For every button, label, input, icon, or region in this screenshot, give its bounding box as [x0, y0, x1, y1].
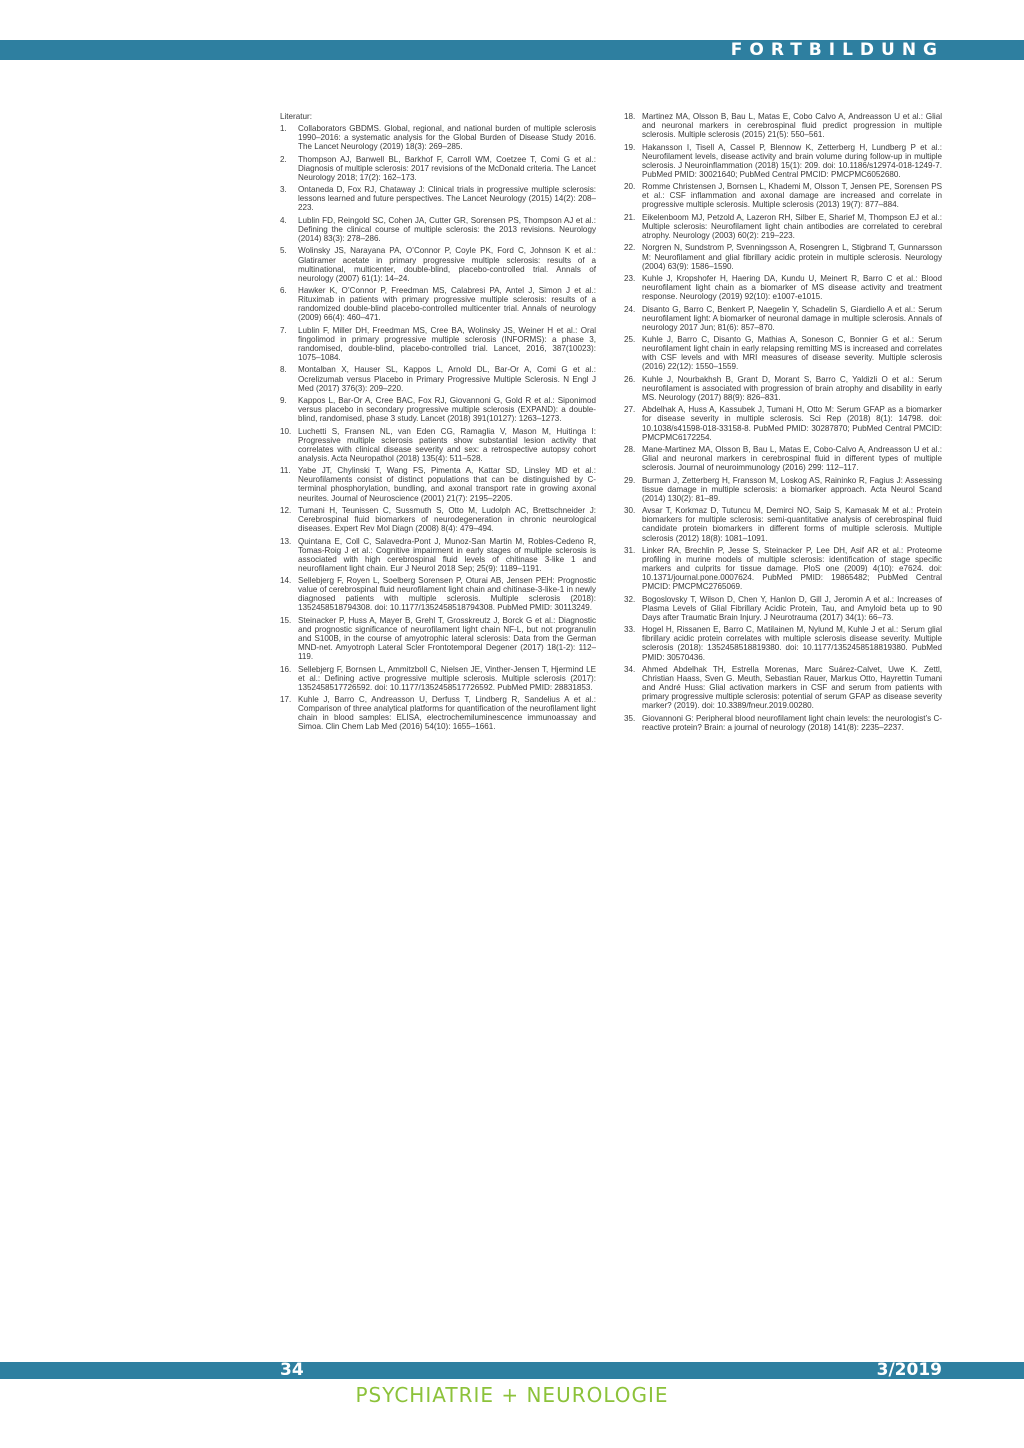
reference-text: Hawker K, O’Connor P, Freedman MS, Calabresi PA, Antel J, Simon J et al.: Rituximab in patients with primary progressive multiple sclerosis: results of a randomized double-blind placebo-controlled multicenter trial. Annals of neurology (2009) 66(4): 460–471. — [298, 286, 596, 323]
reference-item — [624, 182, 942, 209]
reference-number: 20. — [624, 182, 636, 192]
reference-number: 12. — [280, 505, 292, 515]
reference-item — [280, 216, 596, 243]
reference-item — [280, 185, 596, 212]
reference-text: Hogel H, Rissanen E, Barro C, Matilainen M, Nylund M, Kuhle J et al.: Serum glial fibrillary acidic protein correlates with multiple sclerosis disease severity. Multiple sclerosis (2018): 1352458518819380. doi: 10.1177/1352458518819380. PubMed PMID: 30570436. — [642, 625, 942, 662]
reference-item — [624, 405, 942, 441]
reference-text: Giovannoni G: Peripheral blood neurofilament light chain levels: the neurologist’s C-reactive protein? Brain: a journal of neurology (2018) 141(8): 2235–2237. — [642, 713, 942, 732]
reference-number: 13. — [280, 536, 292, 546]
reference-text: Wolinsky JS, Narayana PA, O’Connor P, Coyle PK, Ford C, Johnson K et al.: Glatiramer acetate in primary progressive multiple sclerosis: results of a multinational, multicenter, double-blind, placebo-controlled trial. Annals of neurology (2007) 61(1): 14–24. — [298, 246, 596, 283]
reference-text: Ahmed Abdelhak TH, Estrella Morenas, Marc Suárez-Calvet, Uwe K. Zettl, Christian Haass, Sven G. Meuth, Sebastian Rauer, Markus Otto, Hayrettin Tumani and André Huss: Glial activation markers in CSF and serum from patients with primary progressive multiple sclerosis: potential of serum GFAP as disease severity marker? (2019). doi: 10.3389/fneur.2019.00280. — [642, 664, 942, 711]
reference-item — [624, 476, 942, 503]
reference-text: Avsar T, Korkmaz D, Tutuncu M, Demirci NO, Saip S, Kamasak M et al.: Protein biomarkers for multiple sclerosis: semi-quantitative analysis of cerebrospinal fluid candidate protein biomarkers in different forms of multiple sclerosis. Multiple sclerosis (2012) 18(8): 1081–1091. — [642, 506, 942, 543]
reference-number: 22. — [624, 243, 636, 253]
reference-item — [624, 143, 942, 179]
reference-text: Ontaneda D, Fox RJ, Chataway J: Clinical trials in progressive multiple sclerosis: lessons learned and future perspectives. The Lancet Neurology (2015) 14(2): 208–223. — [298, 185, 596, 213]
reference-number: 23. — [624, 273, 636, 283]
reference-item — [280, 616, 596, 661]
reference-item — [624, 375, 942, 402]
reference-item — [624, 112, 942, 139]
reference-text: Tumani H, Teunissen C, Sussmuth S, Otto M, Ludolph AC, Brettschneider J: Cerebrospinal fluid biomarkers of neurodegeneration in chronic neurological diseases. Expert Rev Mol Diagn (2008) 8(4): 479–494. — [298, 505, 596, 534]
reference-number: 10. — [280, 426, 292, 436]
reference-number: 2. — [280, 154, 287, 164]
reference-item — [280, 365, 596, 392]
reference-text: Linker RA, Brechlin P, Jesse S, Steinacker P, Lee DH, Asif AR et al.: Proteome profiling in murine models of multiple sclerosis: identification of stage specific markers and culprits for tissue damage. PloS one (2009) 4(10): e7624. doi: 10.1371/journal.pone.0007624. PubMed PMID: 19865482; PubMed Central PMCID: PMCPMC2765069. — [642, 545, 942, 592]
reference-item — [280, 396, 596, 423]
reference-number: 7. — [280, 325, 287, 335]
reference-number: 33. — [624, 625, 636, 635]
references-column-left — [280, 112, 596, 735]
reference-number: 30. — [624, 506, 636, 516]
reference-item — [624, 665, 942, 710]
reference-item — [280, 155, 596, 182]
reference-text: Quintana E, Coll C, Salavedra-Pont J, Munoz-San Martin M, Robles-Cedeno R, Tomas-Roig J et al.: Cognitive impairment in early stages of multiple sclerosis is associated with high cerebrospinal fluid levels of chitinase 3-like 1 and neurofilament light chain. Eur J Neurol 2018 Sep; 25(9): 1189–1191. — [298, 536, 596, 573]
reference-item — [624, 274, 942, 301]
reference-text: Collaborators GBDMS. Global, regional, and national burden of multiple sclerosis 1990–2016: a systematic analysis for the Global Burden of Disease Study 2016. The Lancet Neurology (2019) 18(3): 269–285. — [298, 124, 596, 152]
reference-number: 35. — [624, 713, 636, 723]
reference-list-right — [624, 112, 942, 732]
reference-item — [280, 286, 596, 322]
reference-item — [624, 546, 942, 591]
reference-number: 27. — [624, 405, 636, 415]
reference-text: Bogoslovsky T, Wilson D, Chen Y, Hanlon D, Gill J, Jeromin A et al.: Increases of Plasma Levels of Glial Fibrillary Acidic Protein, Tau, and Amyloid beta up to 90 Days after Traumatic Brain Injury. J Neurotrauma (2017) 34(1): 66–73. — [642, 594, 942, 622]
reference-text: Disanto G, Barro C, Benkert P, Naegelin Y, Schadelin S, Giardiello A et al.: Serum neurofilament light: A biomarker of neuronal damage in multiple sclerosis. Annals of neurology 2017 Jun; 81(6): 857–870. — [642, 304, 942, 332]
issue-number: 3/2019 — [876, 1360, 942, 1380]
reference-text: Martinez MA, Olsson B, Bau L, Matas E, Cobo Calvo A, Andreasson U et al.: Glial and neuronal markers in cerebrospinal fluid predict progression in multiple sclerosis. Multiple sclerosis (2015) 21(5): 550–561. — [642, 112, 942, 140]
reference-text: Hakansson I, Tisell A, Cassel P, Blennow K, Zetterberg H, Lundberg P et al.: Neurofilament levels, disease activity and brain volume during follow-up in multiple sclerosis. J Neuroinflammation (2018) 15(1): 209. doi: 10.1186/s12974-018-1249-7. PubMed PMID: 30021640; PubMed Central PMCID: PMCPMC6052680. — [642, 142, 942, 179]
page-number: 34 — [280, 1360, 304, 1380]
reference-number: 5. — [280, 246, 287, 256]
reference-item — [624, 305, 942, 332]
reference-text: Eikelenboom MJ, Petzold A, Lazeron RH, Silber E, Sharief M, Thompson EJ et al.: Multiple sclerosis: Neurofilament light chain antibodies are correlated to cerebral atrophy. Neurology (2003) 60(2): 219–223. — [642, 212, 942, 241]
reference-text: Kuhle J, Kropshofer H, Haering DA, Kundu U, Meinert R, Barro C et al.: Blood neurofilament light chain as a biomarker of MS disease activity and treatment response. Neurology (2019) 92(10): e1007-e1015. — [642, 273, 942, 302]
reference-number: 18. — [624, 112, 636, 121]
reference-number: 1. — [280, 124, 287, 134]
reference-number: 15. — [280, 615, 292, 625]
reference-text: Lublin F, Miller DH, Freedman MS, Cree BA, Wolinsky JS, Weiner H et al.: Oral fingolimod in primary progressive multiple sclerosis (INFORMS): a phase 3, randomised, double-blind, placebo-controlled trial. Lancet, 2016, 387(10023): 1075–1084. — [298, 325, 596, 363]
reference-number: 24. — [624, 304, 636, 314]
reference-text: Luchetti S, Fransen NL, van Eden CG, Ramaglia V, Mason M, Huitinga I: Progressive multiple sclerosis patients show substantial lesion activity that correlates with clinical disease severity and sex: a retrospective autopsy cohort analysis. Acta Neuropathol (2018) 135(4): 511–528. — [298, 426, 596, 463]
reference-text: Steinacker P, Huss A, Mayer B, Grehl T, Grosskreutz J, Borck G et al.: Diagnostic and prognostic significance of neurofilament light chain NF-L, but not progranulin and S100B, in the course of amyotrophic lateral sclerosis: Data from the German MND-net. Amyotroph Lateral Scler Frontotemporal Degener (2017) 18(1-2): 112–119. — [298, 615, 596, 662]
reference-item — [280, 466, 596, 502]
reference-text: Kuhle J, Nourbakhsh B, Grant D, Morant S, Barro C, Yaldizli O et al.: Serum neurofilament is associated with progression of brain atrophy and disability in early MS. Neurology (2017) 88(9): 826–831. — [642, 374, 942, 402]
reference-text: Burman J, Zetterberg H, Fransson M, Loskog AS, Raininko R, Fagius J: Assessing tissue damage in multiple sclerosis: a biomarker approach. Acta Neurol Scand (2014) 130(2): 81–89. — [642, 475, 942, 503]
reference-text: Mane-Martinez MA, Olsson B, Bau L, Matas E, Cobo-Calvo A, Andreasson U et al.: Glial and neuronal markers in cerebrospinal fluid in different types of multiple sclerosis. Journal of neuroimmunology (2016) 299: 112–117. — [642, 445, 942, 473]
reference-text: Sellebjerg F, Bornsen L, Ammitzboll C, Nielsen JE, Vinther-Jensen T, Hjermind LE et al.: Defining active progressive multiple sclerosis. Multiple sclerosis (2017): 1352458517726592. doi: 10.1177/1352458517726592. PubMed PMID: 28831853. — [298, 664, 596, 692]
header-band — [0, 40, 1024, 60]
reference-text: Kuhle J, Barro C, Andreasson U, Derfuss T, Lindberg R, Sandelius A et al.: Comparison of three analytical platforms for quantification of the neurofilament light chain in blood samples: ELISA, electrochemiluminescence immunoassay and Simoa. Clin Chem Lab Med (2016) 54(10): 1655–1661. — [298, 695, 596, 732]
reference-number: 29. — [624, 475, 636, 485]
reference-number: 9. — [280, 396, 287, 405]
reference-number: 21. — [624, 212, 636, 222]
reference-text: Kappos L, Bar-Or A, Cree BAC, Fox RJ, Giovannoni G, Gold R et al.: Siponimod versus placebo in secondary progressive multiple sclerosis (EXPAND): a double-blind, randomised, phase 3 study. Lancet (2018) 391(10127): 1263–1273. — [298, 396, 596, 424]
reference-number: 34. — [624, 664, 636, 674]
reference-text: Sellebjerg F, Royen L, Soelberg Sorensen P, Oturai AB, Jensen PEH: Prognostic value of cerebrospinal fluid neurofilament light chain and chitinase-3-like-1 in newly diagnosed patients with multiple sclerosis. Multiple sclerosis (2018): 1352458518794308. doi: 10.1177/1352458518794308. PubMed PMID: 30113249. — [298, 576, 596, 613]
reference-number: 32. — [624, 594, 636, 604]
reference-item — [280, 427, 596, 463]
reference-number: 14. — [280, 576, 292, 586]
reference-text: Thompson AJ, Banwell BL, Barkhof F, Carroll WM, Coetzee T, Comi G et al.: Diagnosis of multiple sclerosis: 2017 revisions of the McDonald criteria. The Lancet Neurology 2018; 17(2): 162–173. — [298, 154, 596, 182]
reference-number: 16. — [280, 664, 292, 674]
reference-list-left — [280, 124, 596, 731]
reference-number: 19. — [624, 142, 636, 152]
reference-item — [280, 576, 596, 612]
journal-name: PSYCHIATRIE + NEUROLOGIE — [355, 1383, 669, 1407]
reference-number: 4. — [280, 215, 287, 225]
reference-item — [280, 326, 596, 362]
references-column-right — [624, 112, 942, 735]
reference-number: 8. — [280, 365, 287, 375]
reference-number: 17. — [280, 695, 292, 705]
section-title: FORTBILDUNG — [730, 40, 944, 60]
reference-text: Romme Christensen J, Bornsen L, Khademi M, Olsson T, Jensen PE, Sorensen PS et al.: CSF inflammation and axonal damage are increased and correlate in progressive multiple sclerosis. Multiple sclerosis (2013) 19(7): 877–884. — [642, 182, 942, 210]
footer-band — [0, 1362, 1024, 1379]
reference-item — [624, 213, 942, 240]
reference-text: Abdelhak A, Huss A, Kassubek J, Tumani H, Otto M: Serum GFAP as a biomarker for disease severity in multiple sclerosis. Sci Rep (2018) 8(1): 14798. doi: 10.1038/s41598-018-33158-8. PubMed PMID: 30287870; PubMed Central PMCID: PMCPMC6172254. — [642, 405, 942, 442]
reference-text: Kuhle J, Barro C, Disanto G, Mathias A, Soneson C, Bonnier G et al.: Serum neurofilament light chain in early relapsing remitting MS is increased and correlates with CSF levels and with MRI measures of disease severity. Multiple sclerosis (2016) 22(12): 1550–1559. — [642, 335, 942, 372]
reference-number: 26. — [624, 374, 636, 384]
reference-item — [624, 714, 942, 732]
reference-number: 28. — [624, 445, 636, 455]
reference-item — [624, 506, 942, 542]
literature-label: Literatur: — [280, 112, 312, 121]
reference-item — [624, 445, 942, 472]
reference-item — [280, 537, 596, 573]
reference-number: 6. — [280, 286, 287, 296]
reference-number: 31. — [624, 545, 636, 555]
reference-number: 3. — [280, 185, 287, 195]
reference-item — [280, 246, 596, 282]
reference-item — [280, 695, 596, 731]
reference-number: 25. — [624, 335, 636, 345]
reference-text: Lublin FD, Reingold SC, Cohen JA, Cutter GR, Sorensen PS, Thompson AJ et al.: Defining the clinical course of multiple sclerosis: the 2013 revisions. Neurology (2014) 83(3): 278–286. — [298, 215, 596, 244]
reference-item — [280, 506, 596, 533]
reference-item — [624, 335, 942, 371]
reference-item — [624, 243, 942, 270]
reference-number: 11. — [280, 466, 291, 476]
reference-item — [624, 625, 942, 661]
reference-text: Montalban X, Hauser SL, Kappos L, Arnold DL, Bar-Or A, Comi G et al.: Ocrelizumab versus Placebo in Primary Progressive Multiple Sclerosis. N Engl J Med (2017) 376(3): 209–220. — [298, 365, 596, 393]
reference-text: Norgren N, Sundstrom P, Svenningsson A, Rosengren L, Stigbrand T, Gunnarsson M: Neurofilament and glial fibrillary acidic protein in multiple sclerosis. Neurology (2004) 63(9): 1586–1590. — [642, 243, 942, 271]
reference-item — [624, 595, 942, 622]
reference-item — [280, 124, 596, 151]
reference-item — [280, 665, 596, 692]
reference-text: Yabe JT, Chylinski T, Wang FS, Pimenta A, Kattar SD, Linsley MD et al.: Neurofilaments consist of distinct populations that can be distinguished by C-terminal phosphorylation, bundling, and axonal transport rate in growing axonal neurites. Journal of Neuroscience (2001) 21(7): 2195–2205. — [298, 466, 596, 503]
